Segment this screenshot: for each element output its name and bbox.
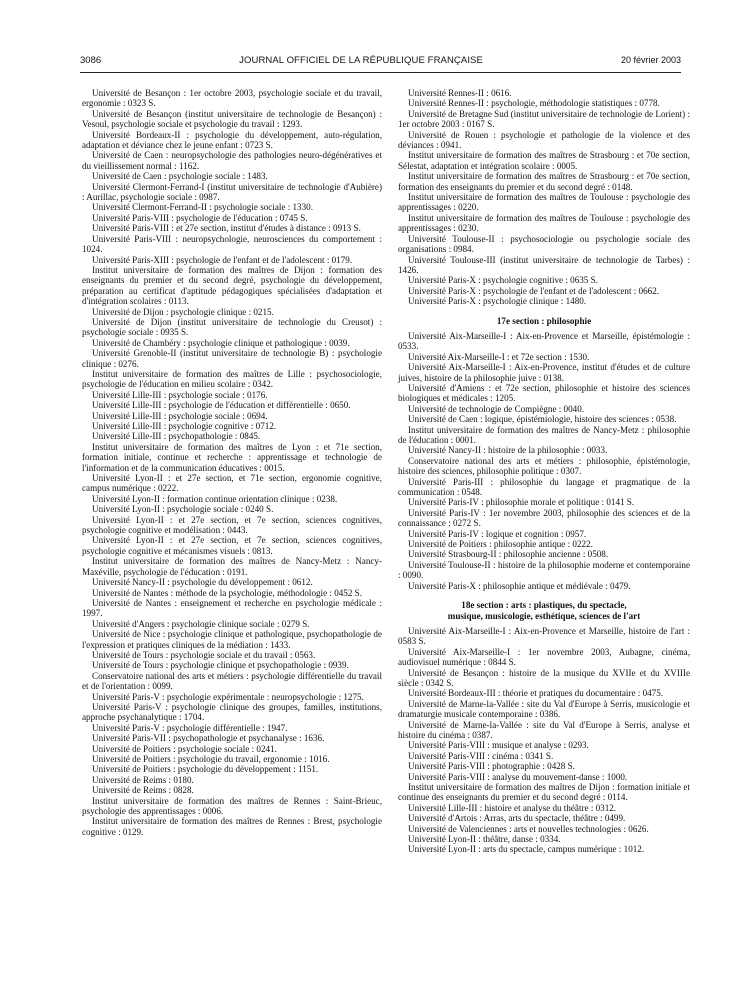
page-number: 3086: [80, 54, 102, 66]
entry: Université Lille-III : psychologie cognitive : 0712.: [92, 421, 277, 431]
entry: Université de Caen : psychologie sociale : 1483.: [92, 171, 268, 182]
left-column: [82, 88, 382, 837]
entry: Institut universitaire de formation des maîtres de Toulouse : psychologie des apprentissages : 0230.: [398, 212, 690, 234]
entry: Université Strasbourg-II : philosophie ancienne : 0508.: [408, 549, 609, 560]
entry: Institut universitaire de formation des maîtres de Nancy-Metz : Nancy-Maxéville, psychologie de l'éducation : 0191.: [82, 556, 382, 577]
entry: Université Paris-V : psychologie différentielle : 1947.: [92, 722, 288, 733]
entry: Université Paris-V : psychologie expérimentale : neuropsychologie : 1275.: [92, 691, 364, 702]
entry: Université de Bretagne Sud (institut universitaire de technologie de Lorient) : 1er octobre 2003 : 0167 S.: [398, 108, 690, 130]
entry: Université Aix-Marseille-I : et 72e section : 1530.: [408, 351, 590, 362]
entry: Institut universitaire de formation des maîtres de Lille : psychosociologie, psychologie de l'éducation en milieu scolaire : 0342.: [82, 368, 382, 390]
entry: Université de Rouen : psychologie et pathologie de la violence et des déviances : 0941.: [398, 129, 690, 151]
entry: Université Toulouse-II : psychosociologie ou psychologie sociale des organisations : 0984.: [398, 233, 690, 255]
entry: Université Lille-III : psychologie sociale : 0176.: [92, 389, 268, 400]
entry: Université de Reims : 0828.: [92, 785, 194, 796]
publication-date: 20 février 2003: [620, 55, 681, 65]
entry: Université de Reims : 0180.: [92, 774, 194, 785]
entry: Institut universitaire de formation des maîtres de Lyon : et 71e section, formation initiale, continue et recherche : apprentissage et technologie de l'information et de la communication éducatives : 0015.: [82, 441, 382, 473]
entry: Université Nancy-II : histoire de la philosophie : 0033.: [408, 445, 608, 456]
entry: Université d'Artois : Arras, arts du spectacle, théâtre : 0499.: [408, 813, 626, 824]
entry: Université Clermont-Ferrand-II : psychologie sociale : 1330.: [92, 202, 313, 213]
entry: Université Paris-VIII : cinéma : 0341 S.: [408, 750, 554, 761]
entry: Université Paris-VII : psychopathologie et psychanalyse : 1636.: [92, 733, 325, 744]
entry: Université de Poitiers : psychologie du développement : 1151.: [92, 764, 319, 775]
entry: Université Paris-V : psychologie clinique des groupes, familles, institutions, approche psychanalytique : 1704.: [82, 701, 382, 723]
entry: Conservatoire national des arts et métiers : philosophie, épistémologie, histoire des sciences, philosophie politique : 0307.: [398, 455, 690, 477]
section-18-title: [398, 600, 690, 621]
entry: Université de Poitiers : psychologie sociale : 0241.: [92, 743, 277, 754]
entry: Université Lille-III : psychologie sociale : 0694.: [92, 410, 268, 421]
entry: Université de technologie de Compiègne : 0040.: [408, 403, 585, 414]
right-column: [398, 88, 690, 855]
entry: Université Grenoble-II (institut universitaire de technologie B) : psychologie clinique : 0276.: [82, 348, 382, 369]
entry: Université Toulouse-III (institut universitaire de technologie de Tarbes) : 1426.: [398, 254, 690, 275]
entry: Université Paris-VIII : analyse du mouvement-danse : 1000.: [408, 771, 628, 782]
entry: Université Paris-VIII : photographie : 0428 S.: [408, 761, 575, 772]
entry: Université Paris-X : psychologie de l'enfant et de l'adolescent : 0662.: [408, 285, 660, 296]
entry: Université Lyon-II : arts du spectacle, campus numérique : 1012.: [408, 844, 645, 855]
entry: Université Lille-III : histoire et analyse du théâtre : 0312.: [408, 802, 617, 813]
entry: Université Lyon-II : et 27e section, et 7e section, sciences cognitives, psychologie cognitive et modélisation : 0443.: [82, 514, 382, 536]
entry: Institut universitaire de formation des maîtres de Dijon : formation des enseignants du premier et du second degré, psychologie du développement, préparation au certificat d'aptitude pédagogiques spécialisées d'adaptation et d'intégration scolaires : 0113.: [82, 264, 382, 307]
entry: Université Toulouse-II : histoire de la philosophie moderne et contemporaine : 0090.: [398, 559, 690, 581]
entry: Université Paris-X : philosophie antique et médiévale : 0479.: [408, 580, 631, 591]
entry: Université de Dijon (institut universitaire de technologie du Creusot) : psychologie sociale : 0935 S.: [82, 316, 382, 338]
entry: Institut universitaire de formation des maîtres de Nancy-Metz : philosophie de l'éducation : 0001.: [398, 424, 690, 445]
entry: Université d'Amiens : et 72e section, philosophie et histoire des sciences biologiques et médicales : 1205.: [398, 382, 690, 404]
entry: Université Lille-III : psychologie de l'éducation et différentielle : 0650.: [92, 400, 351, 411]
entry: Université Paris-XIII : psychologie de l'enfant et de l'adolescent : 0179.: [92, 254, 353, 265]
right-intro-entries: [398, 88, 690, 307]
entry: Université Aix-Marseille-I : 1er novembre 2003, Aubagne, cinéma, audiovisuel numérique : 0844 S.: [398, 646, 690, 668]
entry: Institut universitaire de formation des maîtres de Strasbourg : et 70e section, formation des enseignants du premier et du second degré : 0148.: [398, 171, 690, 192]
entry: Université de Poitiers : philosophie antique : 0222.: [408, 539, 593, 550]
entry: Université Lyon-II : et 27e section, et 71e section, ergonomie cognitive, campus numérique : 0222.: [82, 473, 382, 494]
entry: Université Aix-Marseille-I : Aix-en-Provence et Marseille, épistémologie : 0533.: [398, 330, 690, 352]
entry: Université Paris-IV : 1er novembre 2003, philosophie des sciences et de la connaissance : 0272 S.: [398, 507, 690, 529]
entry: Université Paris-III : philosophie du langage et pragmatique de la communication : 0548.: [398, 476, 690, 498]
entry: Institut universitaire de formation des maîtres de Rennes : Saint-Brieuc, psychologie des apprentissages : 0006.: [82, 795, 382, 817]
journal-title: JOURNAL OFFICIEL DE LA RÉPUBLIQUE FRANÇAISE: [239, 54, 483, 66]
entry: Université de Caen : logique, épistémiologie, histoire des sciences : 0538.: [408, 414, 677, 425]
entry: Université Bordeaux-III : théorie et pratiques du documentaire : 0475.: [408, 688, 664, 699]
entry: Université Bordeaux-II : psychologie du développement, auto-régulation, adaptation et déviance chez le jeune enfant : 0723 S.: [82, 129, 382, 151]
entry: Université de Dijon : psychologie clinique : 0215.: [92, 306, 274, 317]
entry: Université Rennes-II : 0616.: [408, 88, 512, 98]
section-17-entries: [398, 331, 690, 591]
entry: Université de Caen : neuropsychologie des pathologies neuro-dégénératives et du vieillissement normal : 1162.: [82, 150, 382, 171]
entry: Université de Besançon : 1er octobre 2003, psychologie sociale et du travail, ergonomie : 0323 S.: [82, 88, 382, 109]
entry: Université Lyon-II : théâtre, danse : 0334.: [408, 834, 561, 845]
entry: Université Paris-X : psychologie cognitive : 0635 S.: [408, 275, 598, 286]
entry: Conservatoire national des arts et métiers : psychologie différentielle du travail et de l'orientation : 0099.: [82, 670, 382, 692]
entry: Université Lyon-II : et 27e section, et 7e section, sciences cognitives, psychologie cognitive et mécanismes visuels : 0813.: [82, 535, 382, 556]
entry: Université de Nantes : enseignement et recherche en psychologie médicale : 1997.: [82, 597, 382, 619]
section-18-title-line1: 18e section : arts : plastiques, du spectacle,: [461, 600, 627, 611]
entry: Université Paris-VIII : musique et analyse : 0293.: [408, 740, 589, 751]
entry: Université Paris-IV : philosophie morale et politique : 0141 S.: [408, 497, 635, 508]
entry: Université de Poitiers : psychologie du travail, ergonomie : 1016.: [92, 754, 330, 764]
entry: Université de Nantes : méthode de la psychologie, méthodologie : 0452 S.: [92, 587, 362, 598]
entry: Université Paris-VIII : neuropsychologie, neurosciences du comportement : 1024.: [82, 233, 382, 255]
entry: Institut universitaire de formation des maîtres de Dijon : formation initiale et continue des enseignants du premier et du second degré : 0114.: [398, 782, 690, 803]
entry: Université Paris-VIII : psychologie de l'éducation : 0745 S.: [92, 212, 308, 223]
entry: Université Nancy-II : psychologie du développement : 0612.: [92, 577, 313, 588]
entry: Université de Tours : psychologie clinique et psychopathologie : 0939.: [92, 660, 349, 671]
entry: Université d'Angers : psychologie clinique sociale : 0279 S.: [92, 618, 310, 629]
section-18-entries: [398, 626, 690, 855]
entry: Université Lille-III : psychopathologie : 0845.: [92, 431, 261, 442]
entry: Institut universitaire de formation des maîtres de Toulouse : psychologie des apprentissages : 0220.: [398, 192, 690, 213]
page-header: [80, 52, 681, 73]
entry: Université de Valenciennes : arts et nouvelles technologies : 0626.: [408, 823, 649, 834]
entry: Université Aix-Marseille-I : Aix-en-Provence, institut d'études et de culture juives, histoire de la philosophie juive : 0138.: [398, 362, 690, 383]
entry: Université de Marne-la-Vallée : site du Val d'Europe à Serris, musicologie et dramaturgie musicale contemporaine : 0386.: [398, 698, 690, 720]
entry: Institut universitaire de formation des maîtres de Rennes : Brest, psychologie cognitive : 0129.: [82, 816, 382, 837]
entry: Université de Chambéry : psychologie clinique et pathologique : 0039.: [92, 337, 350, 348]
entry: Institut universitaire de formation des maîtres de Strasbourg : et 70e section, Sélestat, adaptation et intégration scolaire : 0005.: [398, 150, 690, 171]
entry: Université de Nice : psychologie clinique et pathologique, psychopathologie de l'expression et pratiques cliniques de la médiation : 1433.: [82, 629, 382, 650]
entry: Université Paris-IV : logique et cognition : 0957.: [408, 528, 587, 539]
entry: Université Lyon-II : formation continue orientation clinique : 0238.: [92, 493, 338, 504]
entry: Université Paris-VIII : et 27e section, institut d'études à distance : 0913 S.: [92, 223, 361, 234]
entry: Université de Tours : psychologie sociale et du travail : 0563.: [92, 649, 316, 660]
entry: Université Lyon-II : psychologie sociale : 0240 S.: [92, 504, 274, 515]
entry: Université Rennes-II : psychologie, méthodologie statistiques : 0778.: [408, 98, 660, 109]
entry: Université Paris-X : psychologie clinique : 1480.: [408, 296, 587, 307]
entry: Université de Marne-la-Vallée : site du Val d'Europe à Serris, analyse et histoire du cinéma : 0387.: [398, 719, 690, 740]
entry: Université de Besançon (institut universitaire de technologie de Besançon) : Vesoul, psychologie sociale et psychologie du travail : 1293.: [82, 108, 382, 130]
entry: Université Clermont-Ferrand-I (institut universitaire de technologie d'Aubière) : Aurillac, psychologie sociale : 0987.: [82, 181, 382, 203]
section-18-title-line2: musique, musicologie, esthétique, sciences de l'art: [447, 610, 641, 621]
entry: Université Aix-Marseille-I : Aix-en-Provence et Marseille, histoire de l'art : 0583 S.: [398, 625, 690, 647]
entry: Université de Besançon : histoire de la musique du XVIIe et du XVIIIe siècle : 0342 S.: [398, 667, 690, 688]
section-17-title: 17e section : philosophie: [496, 315, 592, 326]
